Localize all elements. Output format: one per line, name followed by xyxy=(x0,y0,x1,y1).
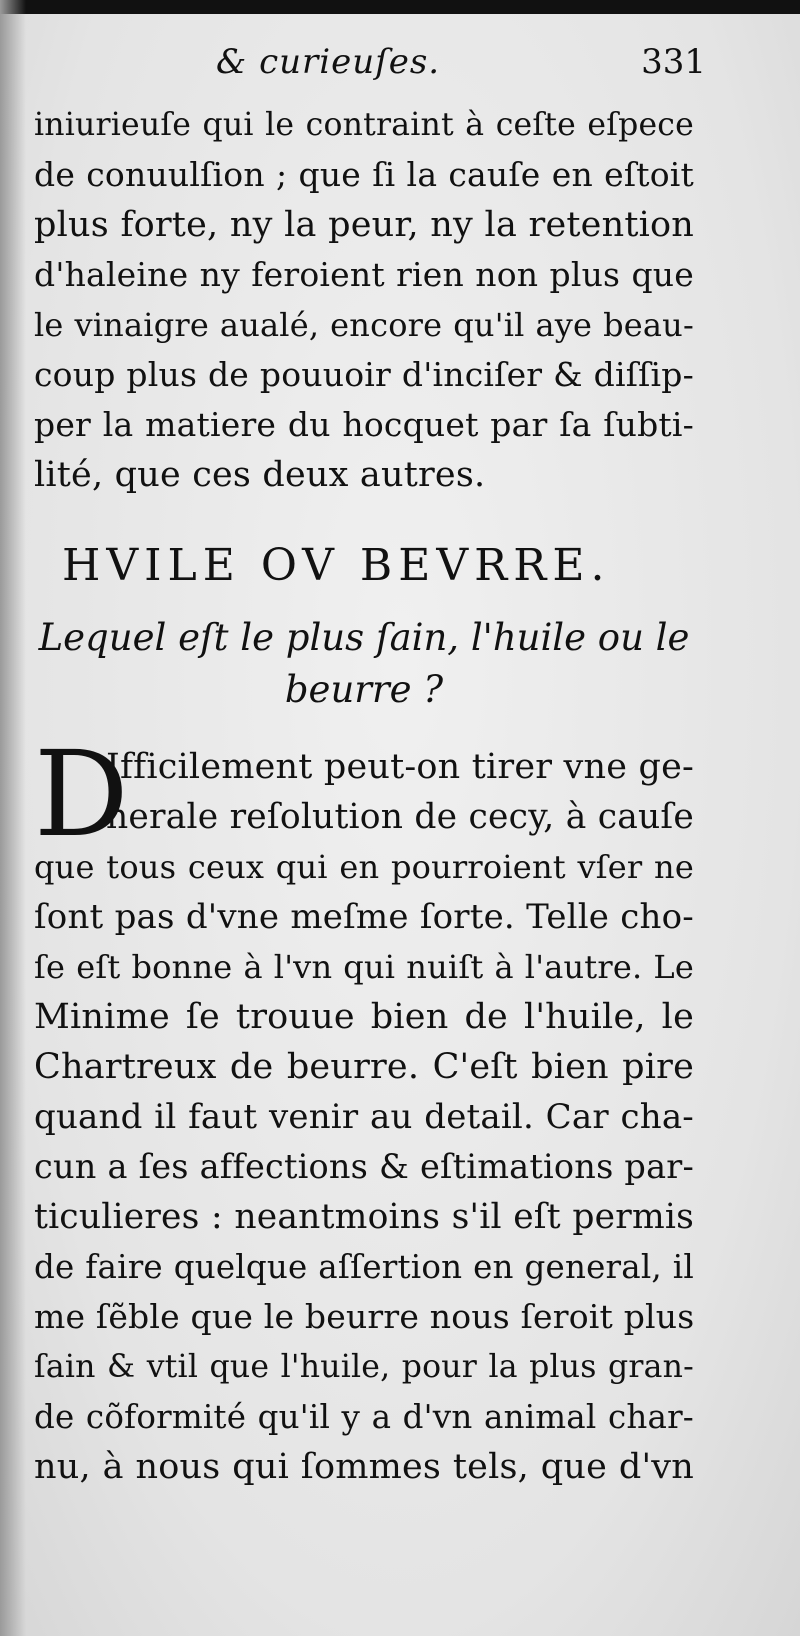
text-line: nerale reſolution de cecy, à cauſe xyxy=(106,797,694,837)
text-line: ſain & vtil que l'huile, pour la plus gran- xyxy=(34,1349,694,1385)
drop-cap: D xyxy=(34,725,129,863)
text-line: Chartreux de beurre. C'eſt bien pire xyxy=(34,1047,694,1087)
text-line: Ifficilement peut-on tirer vne ge- xyxy=(106,747,695,787)
text-line: de conuulſion ; que ſi la cauſe en eſtoit xyxy=(34,155,694,194)
text-line: me ſẽble que le beurre nous ſeroit plus xyxy=(34,1297,695,1336)
text-line: que tous ceux qui en pourroient vſer ne xyxy=(34,848,694,886)
spine-shadow xyxy=(0,0,26,1636)
page-top-edge xyxy=(0,0,800,14)
text-line: quand il faut venir au detail. Car cha- xyxy=(34,1097,694,1137)
text-line: de cõformité qu'il y a d'vn animal char- xyxy=(34,1398,694,1436)
text-line: lité, que ces deux autres. xyxy=(34,455,486,495)
page-number: 331 xyxy=(641,42,706,82)
text-line: Minime ſe trouue bien de l'huile, le xyxy=(34,997,694,1037)
text-line: le vinaigre aualé, encore qu'il aye beau- xyxy=(34,306,694,344)
text-line: d'haleine ny feroient rien non plus que xyxy=(34,255,694,294)
text-line: ſont pas d'vne meſme ſorte. Telle cho- xyxy=(34,897,694,937)
section-heading: HVILE OV BEVRRE. xyxy=(62,540,611,591)
text-line: plus forte, ny la peur, ny la retention xyxy=(34,205,694,245)
text-line: ſe eſt bonne à l'vn qui nuiſt à l'autre. Le xyxy=(34,948,694,986)
text-line: ticulieres : neantmoins s'il eſt permis xyxy=(34,1197,694,1237)
text-line: iniurieuſe qui le contraint à ceſte eſpece xyxy=(34,107,694,143)
text-line: per la matiere du hocquet par ſa ſubti- xyxy=(34,405,694,444)
text-line: de faire quelque aſſertion en general, il xyxy=(34,1248,694,1286)
continuation-paragraph xyxy=(34,100,694,500)
question-line: beurre ? xyxy=(284,668,444,711)
running-head-title: & curieuſes. xyxy=(216,42,441,82)
body-paragraph xyxy=(34,725,695,1492)
question-line: Lequel eſt le plus ſain, l'huile ou le xyxy=(38,616,690,659)
text-line: cun a ſes affections & eſtimations par- xyxy=(34,1147,694,1186)
text-block xyxy=(34,38,706,1492)
running-head xyxy=(34,38,706,100)
text-line: nu, à nous qui ſommes tels, que d'vn xyxy=(34,1447,694,1487)
text-line: coup plus de pouuoir d'inciſer & diſſip- xyxy=(34,355,694,394)
section-question xyxy=(34,612,694,716)
